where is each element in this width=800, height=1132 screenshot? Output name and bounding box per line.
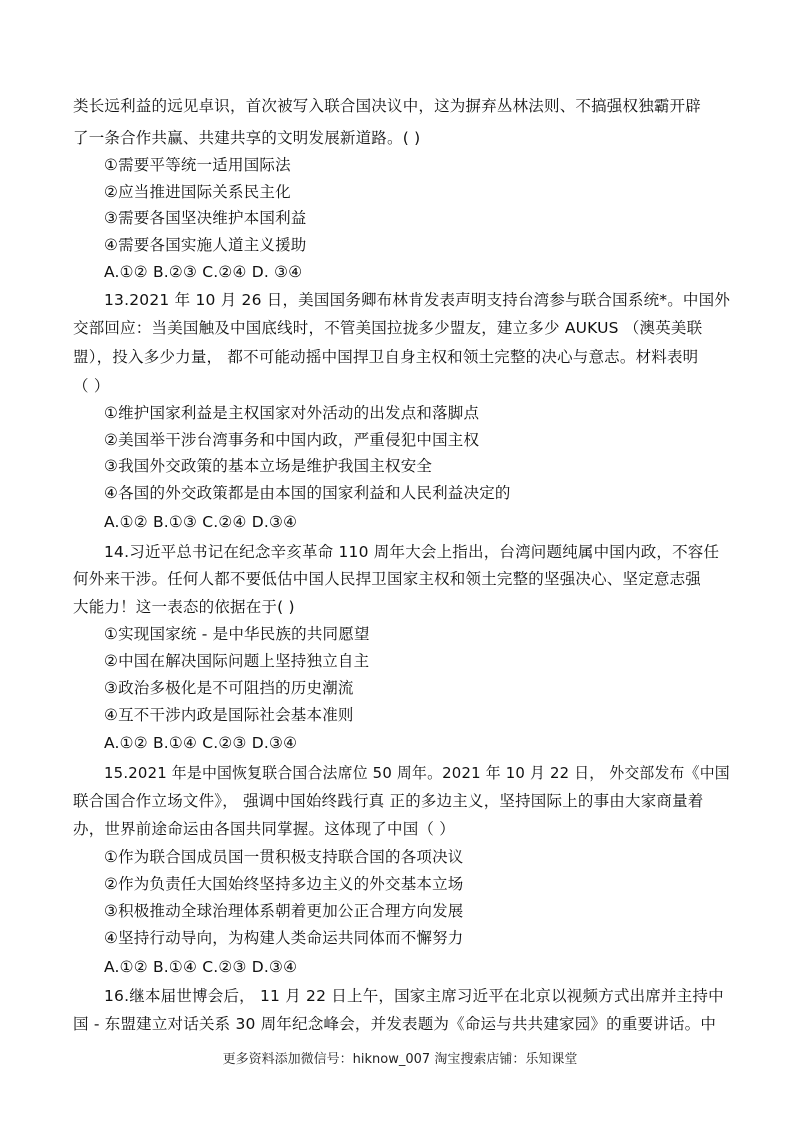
q13-stem-line-3: 盟），投入多少力量， 都不可能动摇中国捍卫自身主权和领土完整的决心与意志。材料表明 <box>73 348 699 366</box>
q12-option-3: ③需要各国坚决维护本国利益 <box>104 209 307 227</box>
q13-option-4: ④各国的外交政策都是由本国的国家利益和人民利益决定的 <box>104 484 511 502</box>
q12-option-2: ②应当推进国际关系民主化 <box>104 183 291 201</box>
q15-option-2: ②作为负责任大国始终坚持多边主义的外交基本立场 <box>104 875 464 893</box>
q15-option-1: ①作为联合国成员国一贯积极支持联合国的各项决议 <box>104 848 464 866</box>
q15-stem-line-2: 联合国合作立场文件》， 强调中国始终践行真 正的多边主义，坚持国际上的事由大家商量着 <box>73 792 704 810</box>
q15-answer-choices: A.①② B.①④ C.②③ D.③④ <box>104 958 298 976</box>
q14-option-1: ①实现国家统 - 是中华民族的共同愿望 <box>104 625 370 643</box>
q13-answer-choices: A.①② B.①③ C.②④ D.③④ <box>104 513 298 531</box>
q12-option-4: ④需要各国实施人道主义援助 <box>104 236 307 254</box>
q15-stem-line-1: 15.2021 年是中国恢复联合国合法席位 50 周年。2021 年 10 月 22 日， 外交部发布《中国 <box>104 764 730 782</box>
q14-stem-line-1: 14.习近平总书记在纪念辛亥革命 110 周年大会上指出，台湾问题纯属中国内政，不容任 <box>104 543 720 561</box>
q14-answer-choices: A.①② B.①④ C.②③ D.③④ <box>104 734 298 752</box>
q14-option-2: ②中国在解决国际问题上坚持独立自主 <box>104 652 370 670</box>
q13-stem-line-2: 交部回应：当美国触及中国底线时，不管美国拉拢多少盟友，建立多少 AUKUS （澳英美联 <box>73 319 703 337</box>
q12-stem-line-1: 类长远利益的远见卓识，首次被写入联合国决议中，这为摒弃丛林法则、不搞强权独霸开辟 <box>73 97 702 115</box>
q14-stem-line-3: 大能力！这一表态的依据在于( ) <box>73 598 295 616</box>
q15-option-3: ③积极推动全球治理体系朝着更加公正合理方向发展 <box>104 902 464 920</box>
q16-stem-line-2: 国 - 东盟建立对话关系 30 周年纪念峰会，并发表题为《命运与共共建家园》的重要讲话。中 <box>73 1015 717 1033</box>
q16-stem-line-1: 16.继本届世博会后， 11 月 22 日上午，国家主席习近平在北京以视频方式出席并主持中 <box>104 987 724 1005</box>
q13-option-2: ②美国举干涉台湾事务和中国内政，严重侵犯中国主权 <box>104 431 480 449</box>
q14-stem-line-2: 何外来干涉。任何人都不要低估中国人民捍卫国家主权和领土完整的坚强决心、坚定意志强 <box>73 570 702 588</box>
q12-stem-line-2: 了一条合作共赢、共建共享的文明发展新道路。( ) <box>73 129 421 147</box>
q13-option-1: ①维护国家利益是主权国家对外活动的出发点和落脚点 <box>104 404 480 422</box>
q12-answer-choices: A.①② B.②③ C.②④ D. ③④ <box>104 263 303 281</box>
q14-option-3: ③政治多极化是不可阻挡的历史潮流 <box>104 679 354 697</box>
q14-option-4: ④互不干涉内政是国际社会基本准则 <box>104 706 354 724</box>
q15-stem-line-3: 办，世界前途命运由各国共同掌握。这体现了中国（ ） <box>73 820 455 838</box>
q13-stem-line-1: 13.2021 年 10 月 26 日，美国国务卿布林肯发表声明支持台湾参与联合国系统*。中国外 <box>104 291 731 309</box>
q13-option-3: ③我国外交政策的基本立场是维护我国主权安全 <box>104 457 433 475</box>
q15-option-4: ④坚持行动导向，为构建人类命运共同体而不懈努力 <box>104 929 464 947</box>
q13-stem-line-4: （ ） <box>73 377 110 395</box>
page-footer: 更多资料添加微信号：hiknow_007 淘宝搜索店铺：乐知课堂 <box>222 1052 578 1067</box>
q12-option-1: ①需要平等统一适用国际法 <box>104 156 291 174</box>
